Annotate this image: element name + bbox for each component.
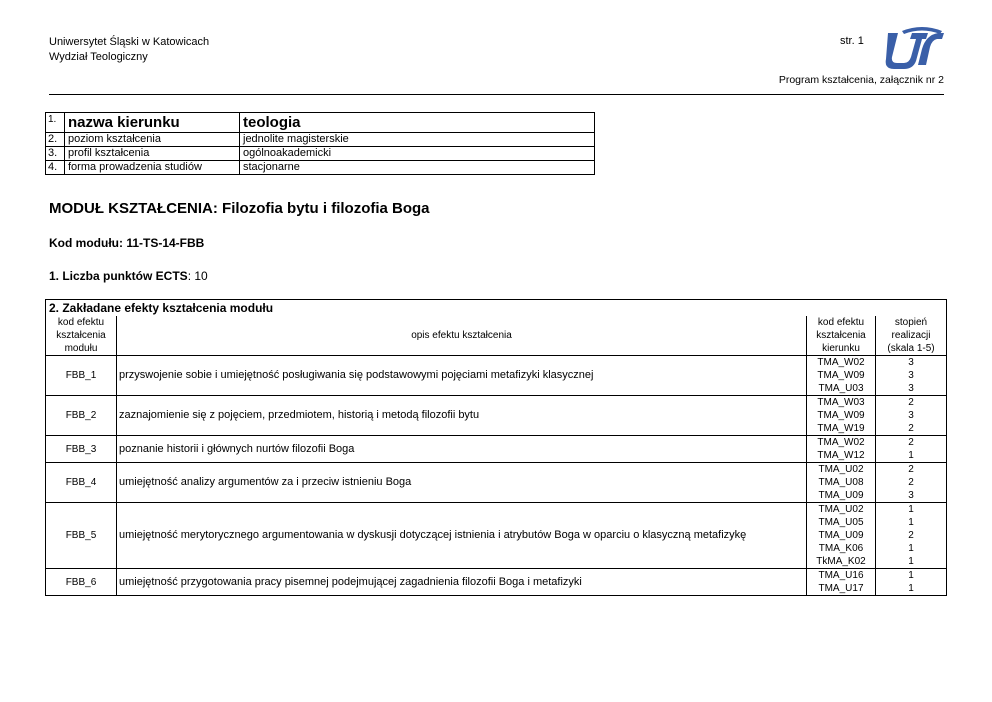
realization-degree: 1: [908, 543, 914, 554]
realization-degrees: [876, 396, 947, 436]
realization-degrees: [876, 569, 947, 596]
info-row: [46, 133, 595, 147]
header-degree: stopień realizacji (skala 1-5): [876, 316, 947, 356]
direction-code: TMA_U09: [818, 490, 864, 501]
direction-code: TMA_W19: [817, 423, 865, 434]
effect-description: umiejętność analizy argumentów za i przeciw istnieniu Boga: [117, 463, 807, 503]
direction-codes: [807, 503, 876, 569]
university-name: Uniwersytet Śląski w Katowicach: [49, 36, 210, 48]
effect-description: poznanie historii i głównych nurtów filozofii Boga: [117, 436, 807, 463]
page-number: str. 1: [840, 35, 864, 47]
direction-codes: [807, 463, 876, 503]
row-value: ogólnoakademicki: [240, 147, 595, 161]
direction-codes: [807, 436, 876, 463]
effect-description: przyswojenie sobie i umiejętność posługiwania się podstawowymi pojęciami metafizyki klasycznej: [117, 356, 807, 396]
ects-value: : 10: [187, 269, 208, 283]
header-direction-code: kod efektu kształcenia kierunku: [807, 316, 876, 356]
effect-code: FBB_4: [46, 463, 117, 503]
direction-code: TMA_U02: [818, 504, 864, 515]
effect-description: umiejętność przygotowania pracy pisemnej podejmującej zagadnienia filozofii Boga i metafizyki: [117, 569, 807, 596]
ects-points: [49, 269, 208, 283]
effect-code: FBB_6: [46, 569, 117, 596]
realization-degree: 3: [908, 370, 914, 381]
direction-code: TkMA_K02: [816, 556, 866, 567]
realization-degrees: [876, 356, 947, 396]
direction-code: TMA_U05: [818, 517, 864, 528]
row-number: 3.: [46, 147, 65, 161]
direction-codes: [807, 356, 876, 396]
effect-row: [46, 356, 947, 396]
effect-description: zaznajomienie się z pojęciem, przedmiotem, historią i metodą filozofii bytu: [117, 396, 807, 436]
row-label: profil kształcenia: [65, 147, 240, 161]
realization-degree: 3: [908, 490, 914, 501]
realization-degree: 3: [908, 383, 914, 394]
row-value: jednolite magisterskie: [240, 133, 595, 147]
effect-code: FBB_3: [46, 436, 117, 463]
row-label: forma prowadzenia studiów: [65, 161, 240, 175]
effects-table-title: 2. Zakładane efekty kształcenia modułu: [46, 300, 947, 317]
header-description: opis efektu kształcenia: [117, 316, 807, 356]
realization-degree: 1: [908, 517, 914, 528]
direction-code: TMA_W03: [817, 397, 865, 408]
effect-row: [46, 503, 947, 569]
faculty-name: Wydział Teologiczny: [49, 51, 148, 63]
realization-degree: 2: [908, 423, 914, 434]
direction-code: TMA_W09: [817, 410, 865, 421]
realization-degree: 3: [908, 357, 914, 368]
realization-degree: 3: [908, 410, 914, 421]
realization-degree: 1: [908, 556, 914, 567]
direction-code: TMA_U09: [818, 530, 864, 541]
realization-degree: 1: [908, 450, 914, 461]
direction-code: TMA_U16: [818, 570, 864, 581]
direction-code: TMA_W02: [817, 357, 865, 368]
realization-degree: 2: [908, 397, 914, 408]
effect-code: FBB_5: [46, 503, 117, 569]
header-divider: [49, 94, 944, 95]
module-title: MODUŁ KSZTAŁCENIA: Filozofia bytu i filozofia Boga: [49, 200, 430, 217]
direction-code: TMA_W02: [817, 437, 865, 448]
row-number: 4.: [46, 161, 65, 175]
realization-degree: 1: [908, 504, 914, 515]
direction-codes: [807, 569, 876, 596]
university-logo-icon: [882, 27, 946, 71]
effect-row: [46, 569, 947, 596]
document-header-left: [49, 35, 209, 65]
realization-degree: 1: [908, 570, 914, 581]
row-label: nazwa kierunku: [65, 113, 240, 133]
module-code: Kod modułu: 11-TS-14-FBB: [49, 236, 205, 250]
direction-code: TMA_U08: [818, 477, 864, 488]
realization-degree: 2: [908, 437, 914, 448]
direction-code: TMA_U03: [818, 383, 864, 394]
effect-row: [46, 436, 947, 463]
row-number: 2.: [46, 133, 65, 147]
direction-code: TMA_K06: [818, 543, 864, 554]
realization-degrees: [876, 463, 947, 503]
learning-effects-table: [45, 299, 947, 596]
effect-code: FBB_1: [46, 356, 117, 396]
effects-header-row: [46, 316, 947, 356]
ects-label: 1. Liczba punktów ECTS: [49, 269, 188, 283]
direction-code: TMA_W09: [817, 370, 865, 381]
row-value: teologia: [240, 113, 595, 133]
realization-degree: 1: [908, 583, 914, 594]
effect-row: [46, 463, 947, 503]
realization-degree: 2: [908, 464, 914, 475]
effect-description: umiejętność merytorycznego argumentowania w dyskusji dotyczącej istnienia i atrybutów Boga w oparciu o klasyczną metafizykę: [117, 503, 807, 569]
realization-degrees: [876, 436, 947, 463]
realization-degree: 2: [908, 530, 914, 541]
info-row: [46, 161, 595, 175]
direction-codes: [807, 396, 876, 436]
program-attachment: Program kształcenia, załącznik nr 2: [778, 74, 944, 86]
row-number: 1.: [46, 113, 65, 133]
effect-code: FBB_2: [46, 396, 117, 436]
direction-code: TMA_U02: [818, 464, 864, 475]
info-row: [46, 113, 595, 133]
row-label: poziom kształcenia: [65, 133, 240, 147]
realization-degrees: [876, 503, 947, 569]
row-value: stacjonarne: [240, 161, 595, 175]
info-row: [46, 147, 595, 161]
effect-row: [46, 396, 947, 436]
direction-code: TMA_U17: [818, 583, 864, 594]
realization-degree: 2: [908, 477, 914, 488]
header-module-code: kod efektu kształcenia modułu: [46, 316, 117, 356]
program-info-table: [45, 112, 595, 175]
direction-code: TMA_W12: [817, 450, 865, 461]
